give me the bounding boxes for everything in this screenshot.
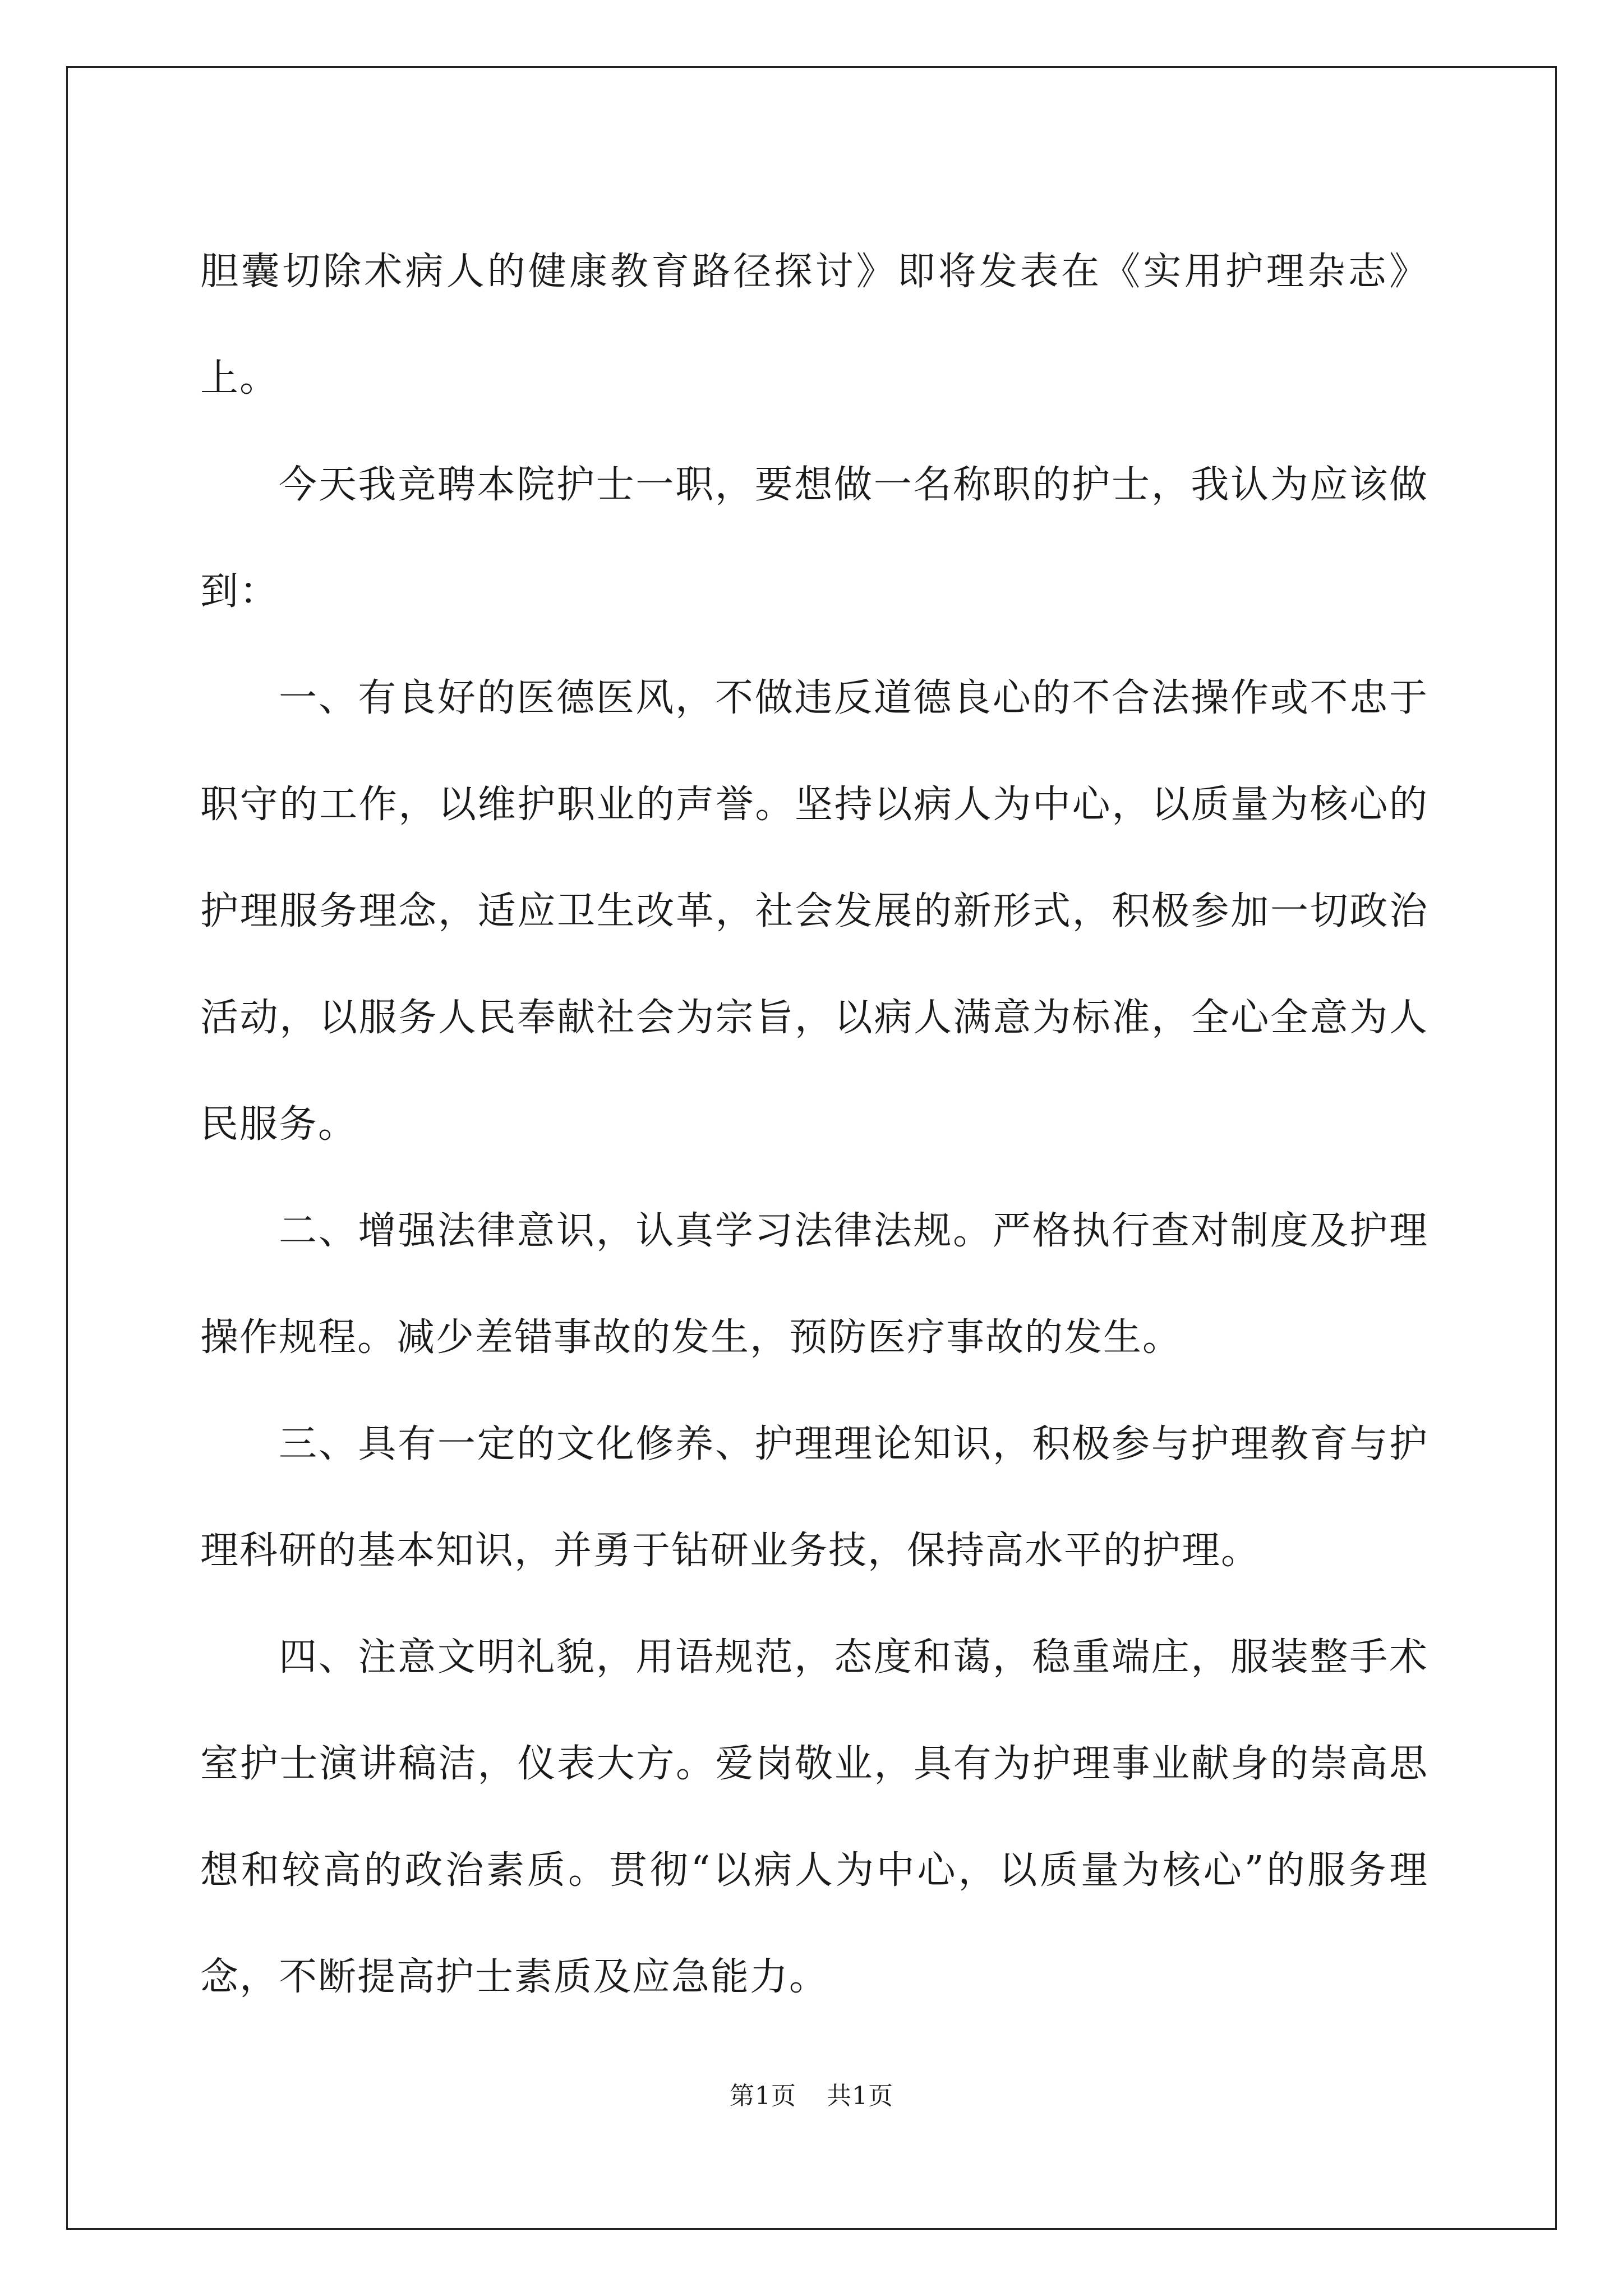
paragraph-3: 一、有良好的医德医风，不做违反道德良心的不合法操作或不忠于职守的工作，以维护职业的声誉。坚持以病人为中心，以质量为核心的护理服务理念，适应卫生改革，社会发展的新形式，积极参加一切政治活动，以服务人民奉献社会为宗旨，以病人满意为标准，全心全意为人民服务。: [200, 676, 1428, 1147]
paragraph-1: 胆囊切除术病人的健康教育路径探讨》即将发表在《实用护理杂志》上。: [200, 250, 1428, 401]
paragraph-4: 二、增强法律意识，认真学习法律法规。严格执行查对制度及护理操作规程。减少差错事故的发生，预防医疗事故的发生。: [200, 1209, 1428, 1360]
page-number-current: 第1页: [730, 2082, 796, 2110]
paragraph-6: 四、注意文明礼貌，用语规范，态度和蔼，稳重端庄，服装整手术室护士演讲稿洁，仪表大方。爱岗敬业，具有为护理事业献身的崇高思想和较高的政治素质。贯彻“以病人为中心，以质量为核心”的服务理念，不断提高护士素质及应急能力。: [200, 1635, 1428, 1999]
page-number-total: 共1页: [827, 2082, 893, 2110]
page-footer: [0, 2076, 1623, 2111]
paragraph-5: 三、具有一定的文化修养、护理理论知识，积极参与护理教育与护理科研的基本知识，并勇于钻研业务技，保持高水平的护理。: [200, 1422, 1428, 1573]
document-body: [200, 219, 1428, 2031]
paragraph-2: 今天我竞聘本院护士一职，要想做一名称职的护士，我认为应该做到：: [200, 463, 1428, 614]
